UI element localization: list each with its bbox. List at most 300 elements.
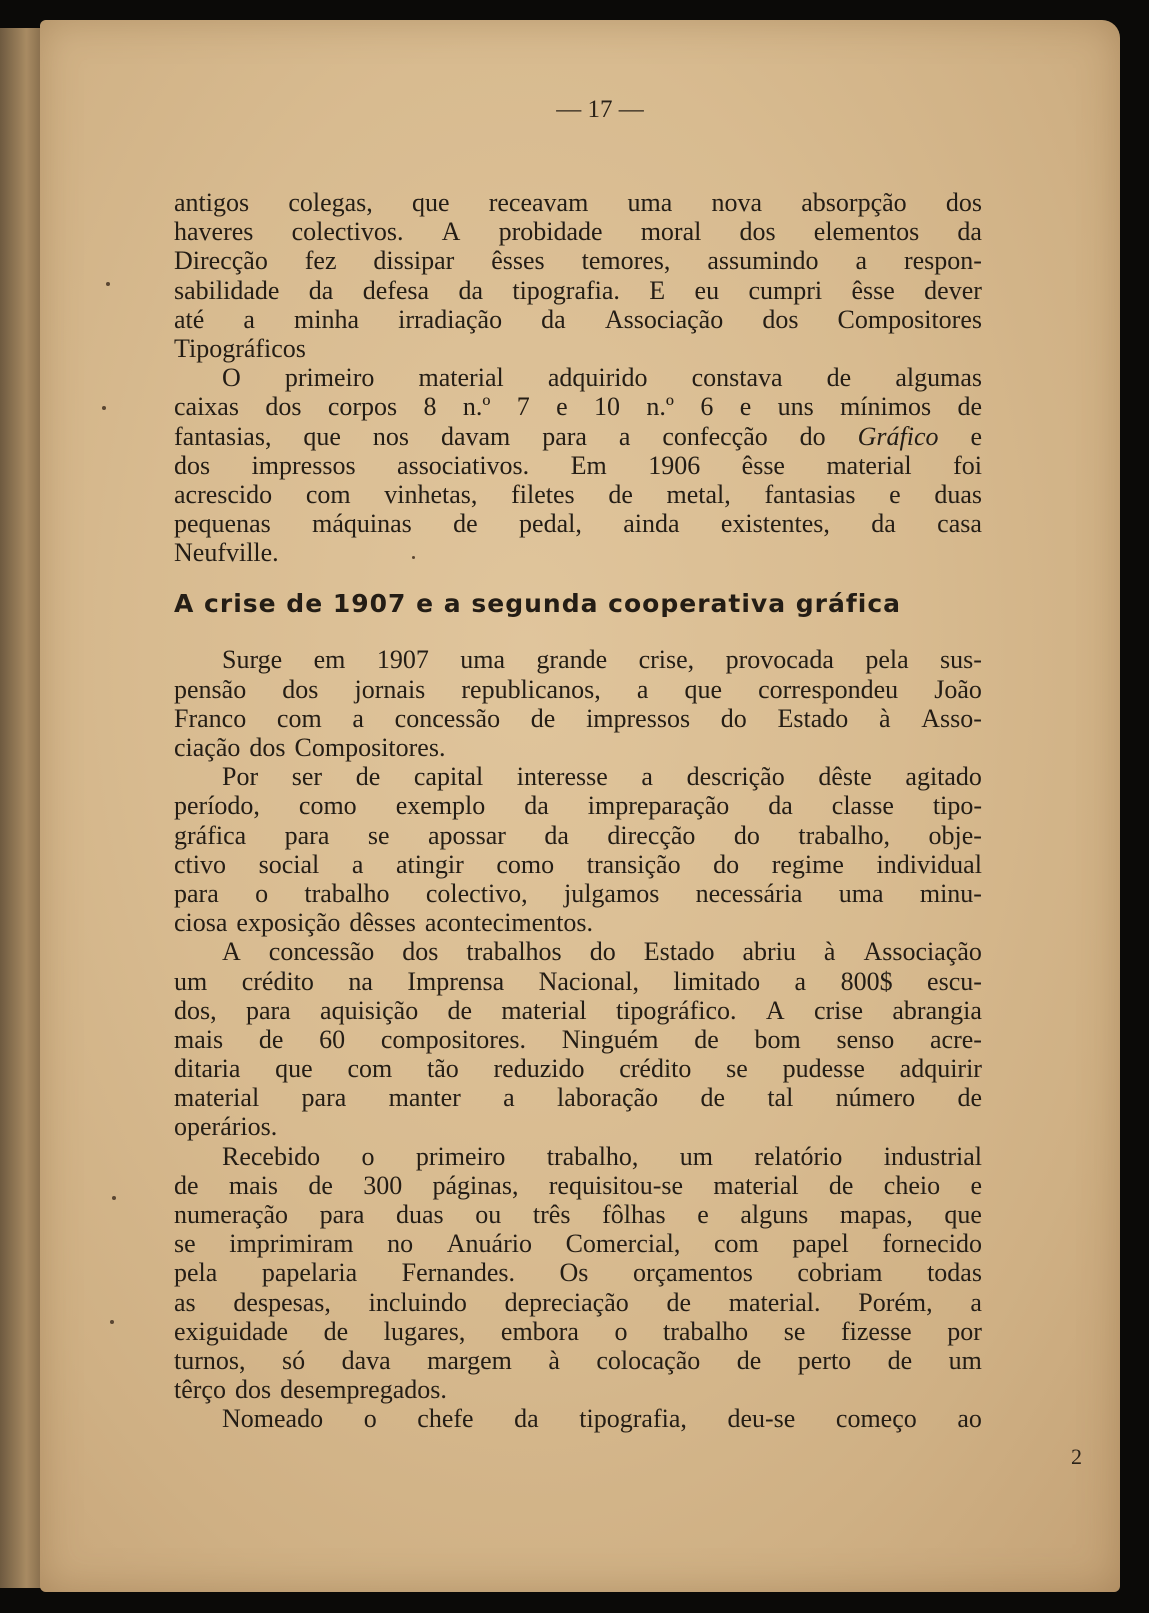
word: que [303, 421, 341, 451]
word: correspondeu [758, 674, 899, 704]
word: 8 [423, 392, 437, 422]
word: papelaria [261, 1258, 358, 1288]
word: de [736, 1345, 762, 1375]
word: adquirir [899, 1054, 982, 1084]
paper-speck [110, 1320, 114, 1324]
word: de [957, 1083, 982, 1113]
word: dos [282, 674, 319, 704]
word: depreciação [504, 1287, 629, 1317]
word: de [957, 392, 982, 422]
word: a [970, 1287, 982, 1317]
word: 1906 [648, 450, 701, 480]
word: abriu [742, 937, 796, 967]
word: atingir [395, 849, 464, 879]
word: embora [500, 1316, 579, 1346]
word: direcção [607, 820, 696, 850]
word: ao [957, 1404, 982, 1434]
word: escu- [927, 966, 982, 996]
word: da [768, 791, 793, 821]
text-line [174, 392, 982, 421]
word: Nacional, [538, 966, 639, 996]
word: Associação [604, 304, 724, 334]
word: A [441, 217, 461, 247]
word: Compositores. [294, 733, 446, 762]
word: adquirido [547, 363, 648, 393]
word: uns [777, 392, 814, 422]
word: vinhetas, [384, 479, 478, 509]
word: elementos [813, 217, 920, 247]
word: de [666, 1287, 692, 1317]
text-line [174, 538, 982, 567]
paper-speck [412, 556, 415, 559]
word: exiguidade [174, 1316, 289, 1346]
text-line [174, 451, 982, 480]
word: em [313, 645, 346, 675]
word: pela [174, 1258, 218, 1288]
word: material [174, 1083, 260, 1113]
word: que [684, 674, 722, 704]
word: fantasias [764, 479, 856, 509]
word: do [733, 820, 760, 850]
word: nova [711, 188, 763, 217]
word: no [387, 1229, 414, 1259]
word: trabalho, [798, 820, 891, 850]
word: Estado [777, 703, 849, 733]
word: de [887, 1345, 913, 1375]
word: se [367, 820, 390, 850]
word: nos [372, 421, 410, 451]
word: eu [694, 275, 720, 305]
word: 60 [319, 1024, 346, 1054]
word: à [548, 1345, 560, 1375]
word: orçamentos [632, 1258, 753, 1288]
word: regime [771, 849, 844, 879]
word: imprimiram [229, 1229, 354, 1259]
word: Em [570, 450, 607, 480]
word: colocação [596, 1345, 701, 1375]
word: filetes [511, 479, 575, 509]
word: crédito [619, 1054, 692, 1084]
word: papel [792, 1229, 849, 1259]
word: crédito [241, 966, 314, 996]
word: dos [234, 1375, 272, 1405]
word: 1907 [376, 645, 429, 675]
word: trabalho [663, 1316, 749, 1346]
word: provocada [725, 645, 834, 675]
word: material [713, 1170, 799, 1200]
word: todas [927, 1258, 982, 1288]
text-line [174, 246, 982, 275]
word: exposição [236, 908, 341, 938]
word: período, [174, 791, 260, 821]
paper-speck [106, 282, 110, 286]
word: um [679, 1141, 714, 1171]
text-line [174, 509, 982, 538]
word: do [713, 849, 740, 879]
word: pela [865, 645, 909, 675]
text-line [174, 276, 982, 305]
text-line [174, 1083, 982, 1112]
word: primeiro [415, 1141, 506, 1171]
word: defesa [362, 275, 430, 305]
word: capital [413, 762, 484, 792]
word: para [319, 1200, 365, 1229]
text-line [174, 645, 982, 674]
text-line [174, 1258, 982, 1287]
word: a [641, 762, 653, 792]
word: lugares, [383, 1316, 466, 1346]
text-line [174, 850, 982, 879]
word: tal [767, 1083, 794, 1113]
word: republicanos, [461, 674, 601, 704]
text-line [174, 908, 982, 937]
word: de [700, 1083, 725, 1113]
word: pedal, [519, 509, 582, 539]
word: material [418, 363, 504, 393]
word: mais [174, 1024, 224, 1054]
word: Recebido [222, 1141, 321, 1171]
word: abrangia [892, 995, 982, 1025]
word: davam [440, 421, 511, 451]
word: concessão [268, 937, 375, 967]
word: a [243, 304, 255, 334]
word: desempregados. [280, 1375, 447, 1405]
word: classe [831, 791, 894, 821]
word: e [970, 1170, 982, 1200]
word: colectivo, [425, 878, 528, 908]
word: se [726, 1054, 748, 1084]
word: Neufville. [174, 538, 279, 568]
text-line [174, 422, 982, 451]
word: de [355, 762, 381, 792]
word: de [447, 995, 473, 1025]
word: para [301, 1083, 347, 1113]
text-line [174, 996, 982, 1025]
word: moral [640, 217, 702, 247]
word: Compositores [837, 304, 982, 334]
word: dos [249, 733, 286, 762]
word: relatório [754, 1141, 843, 1171]
word: reduzido [493, 1054, 585, 1084]
word: julgamos [563, 878, 660, 908]
word: despesas, [233, 1287, 331, 1317]
word: material [826, 450, 912, 480]
word: manter [388, 1083, 461, 1113]
body-text [174, 188, 982, 1434]
word: duas [396, 1200, 444, 1229]
word: Nomeado [222, 1404, 324, 1434]
word: acrescido [174, 479, 273, 509]
word: material [501, 995, 587, 1025]
word: bom [754, 1024, 801, 1054]
signature-mark: 2 [1071, 1444, 1082, 1469]
word: 10 [594, 392, 621, 422]
text-line [174, 1317, 982, 1346]
word: e [697, 1200, 709, 1229]
word: de [174, 1170, 199, 1200]
word: ciosa [174, 908, 228, 938]
text-line [174, 967, 982, 996]
word: ciação [174, 733, 241, 762]
word: começo [835, 1404, 917, 1434]
word: acontecimentos. [424, 908, 594, 938]
word: pudesse [782, 1054, 865, 1084]
word: crise, [638, 645, 695, 675]
word: a [855, 246, 868, 276]
text-line [174, 217, 982, 246]
page-number: — 17 — [556, 96, 644, 123]
word: turnos, [174, 1345, 246, 1375]
word: da [524, 791, 549, 821]
word: O [222, 363, 241, 393]
word: da [544, 820, 569, 850]
word: receavam [488, 188, 589, 217]
text-line [174, 1346, 982, 1375]
word: dos, [174, 995, 217, 1025]
book-page [40, 20, 1120, 1592]
word: da [458, 275, 483, 305]
word: fez [304, 246, 337, 276]
word: mínimos [840, 392, 932, 422]
word: Associação [863, 937, 982, 967]
word: a [352, 703, 364, 733]
word: A [765, 995, 785, 1025]
word: ditaria [174, 1054, 241, 1084]
word: impressos [586, 703, 691, 733]
text-line [174, 1171, 982, 1200]
word: confecção [662, 421, 768, 451]
word: sabilidade [174, 275, 280, 305]
word: de [608, 479, 633, 509]
word: dava [341, 1345, 391, 1375]
word: apossar [427, 820, 506, 850]
word: tão [426, 1054, 459, 1084]
word: uma [460, 645, 505, 675]
text-line [174, 791, 982, 820]
word: a [503, 1083, 515, 1113]
word: e [739, 392, 752, 422]
word: 7 [516, 392, 530, 422]
word: individual [876, 849, 982, 879]
word: transição [586, 849, 681, 879]
word: têrço [174, 1375, 226, 1405]
word: duas [934, 479, 982, 509]
word: impreparação [587, 791, 730, 821]
word: fôlhas [602, 1200, 666, 1229]
text-line [174, 733, 982, 762]
word: que [275, 1054, 313, 1084]
word: pensão [174, 674, 247, 704]
word: descrição [686, 762, 785, 792]
word: operários. [174, 1112, 278, 1142]
word: Direcção [174, 246, 268, 276]
word: irradiação [398, 304, 503, 334]
word: para [174, 878, 219, 908]
word: as [174, 1287, 196, 1317]
word: agitado [905, 762, 982, 792]
word: n.º [462, 392, 491, 422]
word: existentes, [720, 509, 830, 539]
word: uma [838, 878, 884, 908]
word: acre- [930, 1024, 982, 1054]
text-line [174, 1288, 982, 1317]
word: um [174, 966, 208, 996]
word: grande [536, 645, 608, 675]
word: caixas [174, 392, 239, 422]
word: a [618, 421, 631, 451]
word: colegas, [288, 188, 373, 217]
word: de [694, 1024, 719, 1054]
word: a [636, 674, 649, 704]
word: João [934, 674, 982, 704]
word: Gráfico [857, 421, 939, 451]
word: senso [836, 1024, 895, 1054]
word: antigos [174, 188, 250, 217]
word: da [308, 275, 334, 305]
word: mais [228, 1170, 278, 1200]
word: aquisição [320, 995, 419, 1025]
word: dever [924, 275, 982, 305]
word: dêste [818, 762, 872, 792]
word: de [453, 509, 478, 539]
word: trabalho [304, 878, 390, 908]
word: Anuário [446, 1229, 532, 1259]
word: com [276, 703, 322, 733]
word: alguns [740, 1200, 809, 1229]
word: para [245, 995, 291, 1025]
word: corpos [327, 392, 398, 422]
word: êsse [741, 450, 785, 480]
word: para [284, 820, 330, 850]
word: trabalho, [546, 1141, 639, 1171]
word: exemplo [395, 791, 486, 821]
word: industrial [883, 1141, 982, 1171]
word: constava [691, 363, 783, 393]
word: dos [739, 217, 776, 247]
word: por [947, 1316, 982, 1346]
word: Tipográficos [174, 333, 306, 363]
word: o [255, 878, 269, 908]
word: na [348, 966, 373, 996]
word: da [957, 217, 982, 247]
word: como [496, 849, 555, 879]
section-heading: A crise de 1907 e a segunda cooperativa gráfica [174, 589, 902, 619]
word: o [614, 1316, 628, 1346]
word: dos [174, 450, 211, 480]
word: compositores. [380, 1024, 527, 1054]
word: de [323, 1316, 349, 1346]
word: casa [937, 509, 982, 539]
text-line [174, 762, 982, 791]
text-line [174, 675, 982, 704]
word: máquinas [312, 509, 412, 539]
word: e [889, 479, 901, 509]
word: que [411, 188, 450, 217]
word: Imprensa [407, 966, 505, 996]
word: de [308, 1170, 333, 1200]
word: tipo- [932, 791, 982, 821]
word: associativos. [397, 450, 530, 480]
word: social [258, 849, 320, 879]
word: êsses [491, 246, 545, 276]
word: obje- [928, 820, 982, 850]
word: impressos [251, 450, 356, 480]
text-line [174, 1229, 982, 1258]
word: dissipar [373, 246, 455, 276]
word: se [174, 1229, 196, 1259]
word: do [799, 421, 826, 451]
word: da [871, 509, 896, 539]
text-line [174, 704, 982, 733]
word: como [298, 791, 357, 821]
word: que [944, 1200, 982, 1229]
word: a [351, 849, 364, 879]
word: n.º [646, 392, 674, 422]
word: cobriam [797, 1258, 883, 1288]
text-line [174, 1142, 982, 1171]
text-line [174, 821, 982, 850]
word: e [970, 421, 982, 451]
word: numeração [174, 1200, 289, 1229]
text-line [174, 1054, 982, 1083]
word: dos [945, 188, 982, 217]
word: tipografia, [579, 1404, 687, 1434]
word: interesse [516, 762, 608, 792]
word: tipográfico. [615, 995, 737, 1025]
word: dos [265, 392, 302, 422]
word: de [828, 1170, 854, 1200]
word: respon- [903, 246, 982, 276]
word: metal, [666, 479, 731, 509]
word: gráfica [174, 820, 247, 850]
word: até [174, 304, 205, 334]
word: limitado [673, 966, 761, 996]
word: páginas, [432, 1170, 519, 1200]
word: número [835, 1083, 916, 1113]
word: fantasias, [174, 421, 272, 451]
word: 300 [363, 1170, 403, 1200]
word: absorpção [801, 188, 907, 217]
word: Asso- [921, 703, 982, 733]
word: do [589, 937, 616, 967]
word: Por [222, 762, 259, 792]
word: Os [559, 1258, 589, 1288]
word: material. [728, 1287, 821, 1317]
word: da [514, 1404, 539, 1434]
word: 800$ [840, 966, 893, 996]
word: ainda [623, 509, 680, 539]
word: três [532, 1200, 571, 1229]
word: Franco [174, 703, 247, 733]
word: minha [294, 304, 360, 334]
word: perto [797, 1345, 852, 1375]
word: deu-se [727, 1404, 796, 1434]
word: A [222, 937, 241, 967]
word: Surge [222, 645, 283, 675]
text-line [174, 480, 982, 509]
word: cheio [883, 1170, 941, 1200]
text-line [174, 1025, 982, 1054]
word: cumpri [748, 275, 823, 305]
text-line [174, 334, 982, 363]
word: só [281, 1345, 306, 1375]
word: ctivo [174, 849, 226, 879]
word: à [878, 703, 891, 733]
word: ou [475, 1200, 502, 1229]
word: dos [402, 937, 439, 967]
word: de [258, 1024, 284, 1054]
word: temores, [581, 246, 671, 276]
